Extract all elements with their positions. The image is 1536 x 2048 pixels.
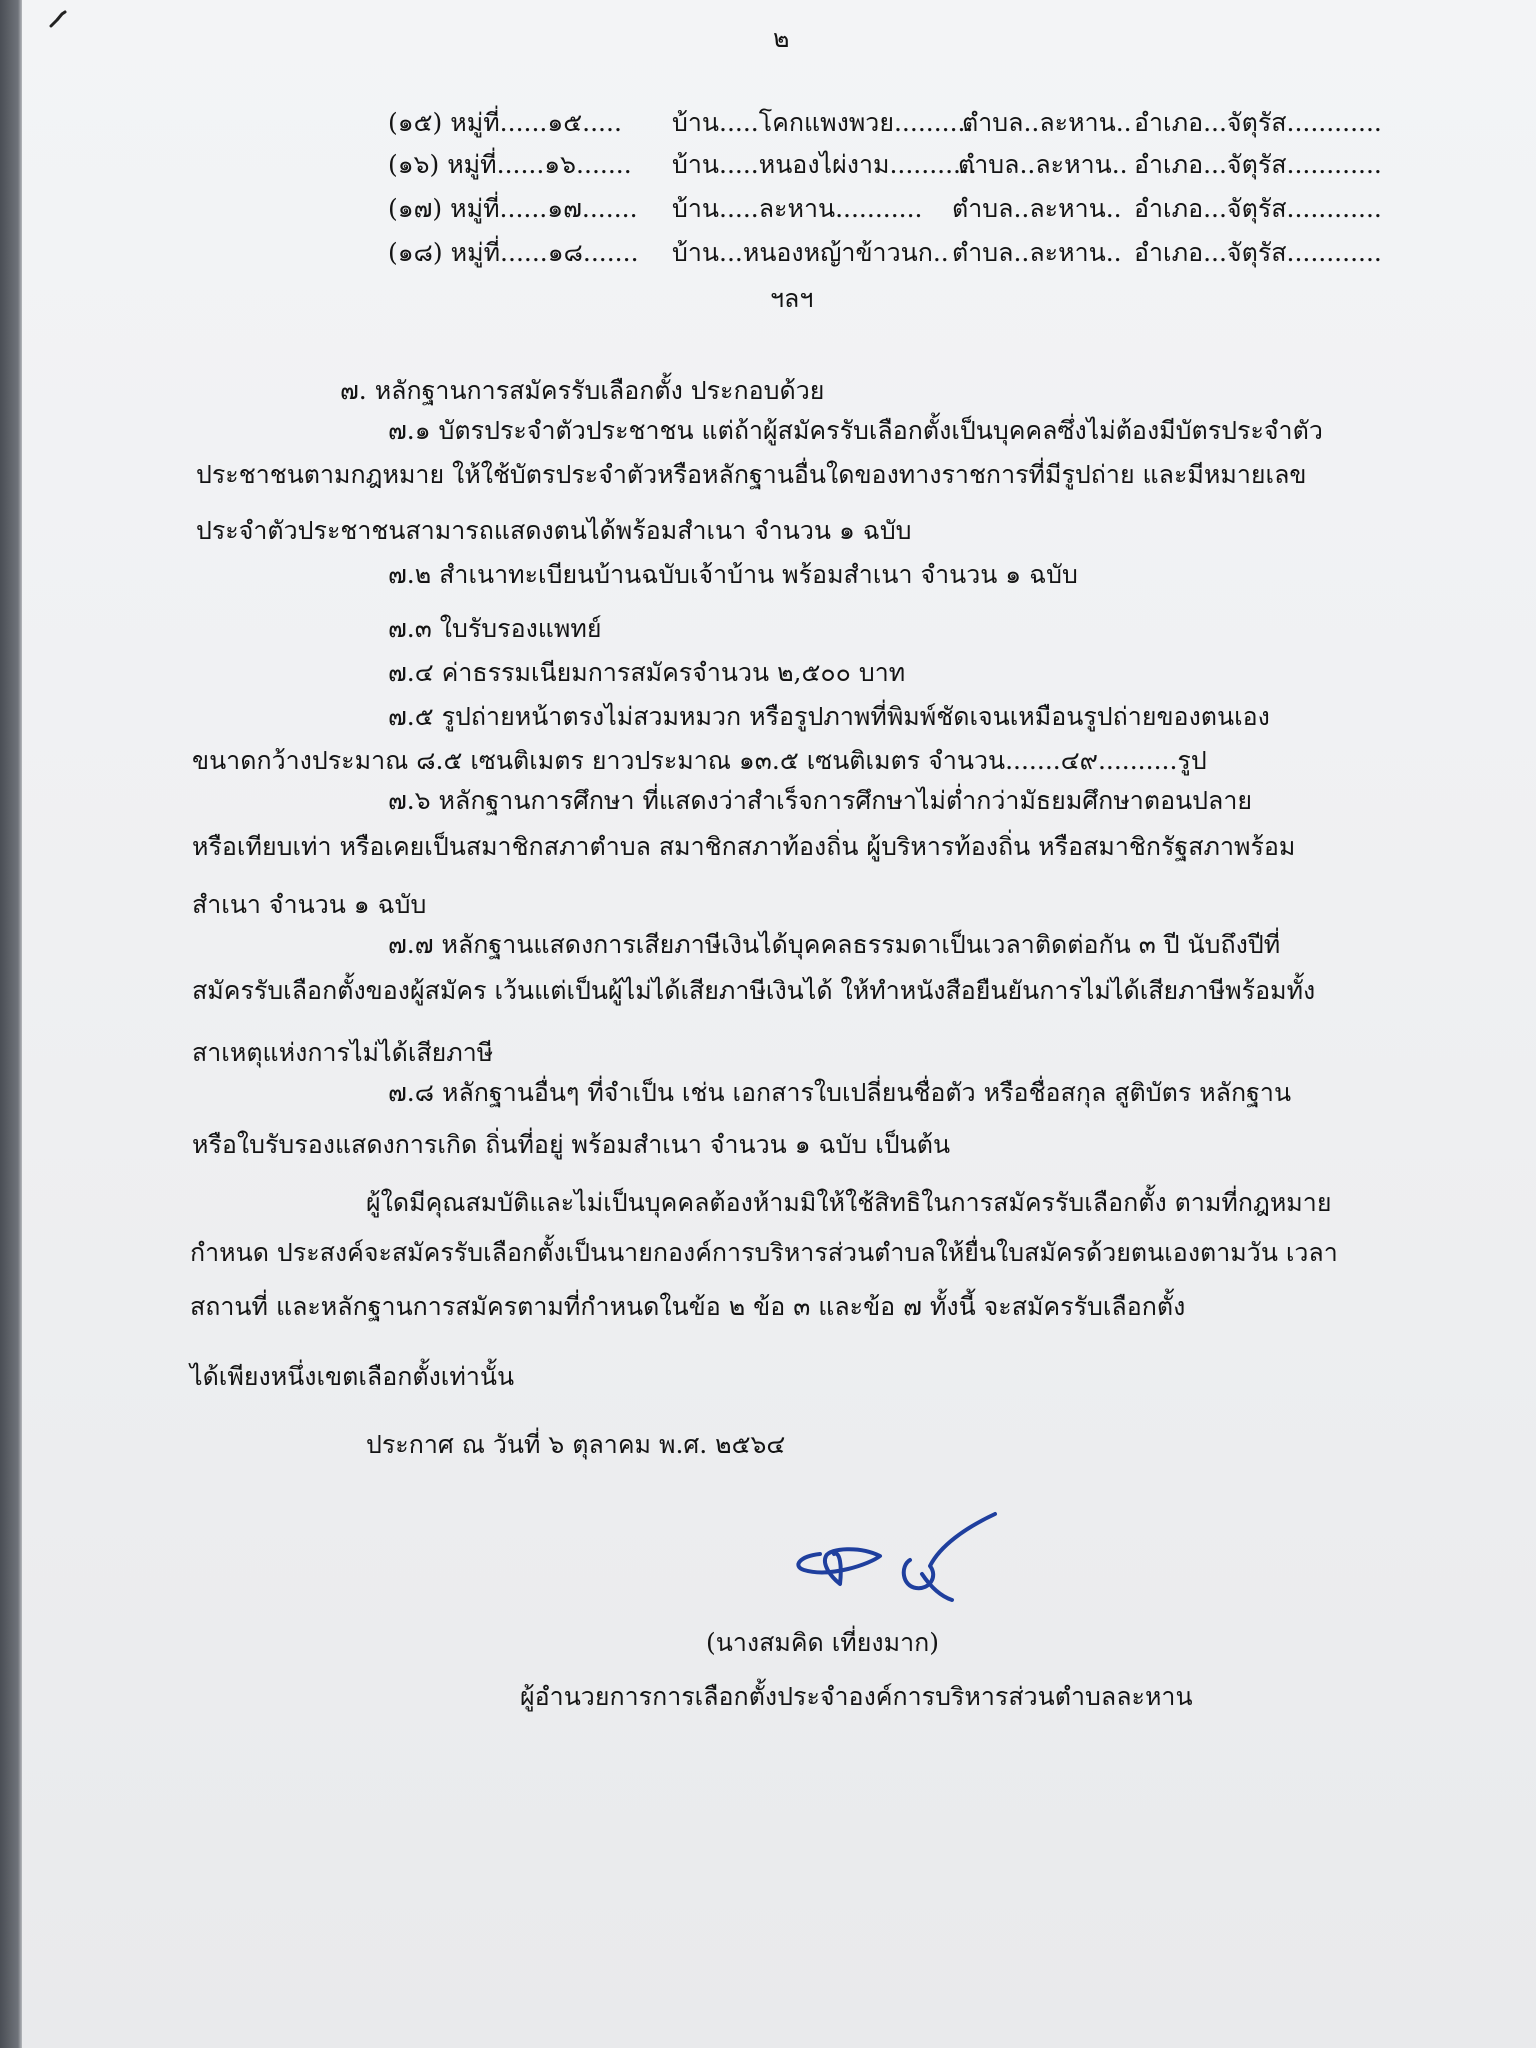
item-7-3: ๗.๓ ใบรับรองแพทย์ <box>388 614 602 643</box>
village-row-subdistrict: ตำบล..ละหาน.. <box>952 238 1122 267</box>
item-7-7-line: ๗.๗ หลักฐานแสดงการเสียภาษีเงินได้บุคคลธรรมดาเป็นเวลาติดต่อกัน ๓ ปี นับถึงปีที่ <box>388 930 1281 959</box>
signatory-name: (นางสมคิด เที่ยงมาก) <box>706 1628 940 1657</box>
village-row-subdistrict: ตำบล..ละหาน.. <box>952 194 1122 223</box>
item-7-7-line: สมัครรับเลือกตั้งของผู้สมัคร เว้นแต่เป็นผู้ไม่ได้เสียภาษีเงินได้ ให้ทำหนังสือยืนยันการไม่ได้เสียภาษีพร้อมทั้ง <box>192 976 1316 1005</box>
signatory-position: ผู้อำนวยการการเลือกตั้งประจำองค์การบริหารส่วนตำบลละหาน <box>520 1682 1193 1711</box>
item-7-2: ๗.๒ สำเนาทะเบียนบ้านฉบับเจ้าบ้าน พร้อมสำเนา จำนวน ๑ ฉบับ <box>388 560 1078 589</box>
item-7-1-line: ประจำตัวประชาชนสามารถแสดงตนได้พร้อมสำเนา จำนวน ๑ ฉบับ <box>196 516 912 545</box>
village-row-no: (๑๕) หมู่ที่......๑๕..... <box>388 108 622 137</box>
closing-paragraph-line: ได้เพียงหนึ่งเขตเลือกตั้งเท่านั้น <box>190 1362 515 1391</box>
item-7-8-line: ๗.๘ หลักฐานอื่นๆ ที่จำเป็น เช่น เอกสารใบเปลี่ยนชื่อตัว หรือชื่อสกุล สูติบัตร หลักฐาน <box>388 1078 1292 1107</box>
item-7-5-line: ขนาดกว้างประมาณ ๘.๕ เซนติเมตร ยาวประมาณ ๑๓.๕ เซนติเมตร จำนวน.......๔๙..........รูป <box>192 746 1207 775</box>
item-7-4: ๗.๔ ค่าธรรมเนียมการสมัครจำนวน ๒,๕๐๐ บาท <box>388 658 906 687</box>
village-row-name: บ้าน.....ละหาน........... <box>672 194 923 223</box>
village-row-district: อำเภอ...จัตุรัส............ <box>1134 108 1382 137</box>
closing-paragraph-line: ผู้ใดมีคุณสมบัติและไม่เป็นบุคคลต้องห้ามมิให้ใช้สิทธิในการสมัครรับเลือกตั้ง ตามที่กฎหมาย <box>366 1188 1332 1217</box>
item-7-8-line: หรือใบรับรองแสดงการเกิด ถิ่นที่อยู่ พร้อมสำเนา จำนวน ๑ ฉบับ เป็นต้น <box>192 1130 951 1159</box>
village-row-district: อำเภอ...จัตุรัส............ <box>1134 150 1382 179</box>
signature <box>790 1506 1000 1616</box>
item-7-6-line: หรือเทียบเท่า หรือเคยเป็นสมาชิกสภาตำบล สมาชิกสภาท้องถิ่น ผู้บริหารท้องถิ่น หรือสมาชิกรัฐสภาพร้อม <box>192 832 1296 861</box>
item-7-5-line: ๗.๕ รูปถ่ายหน้าตรงไม่สวมหมวก หรือรูปภาพที่พิมพ์ชัดเจนเหมือนรูปถ่ายของตนเอง <box>388 702 1270 731</box>
closing-paragraph-line: สถานที่ และหลักฐานการสมัครตามที่กำหนดในข้อ ๒ ข้อ ๓ และข้อ ๗ ทั้งนี้ จะสมัครรับเลือกตั้ง <box>190 1292 1186 1321</box>
village-row-name: บ้าน.....หนองไผ่งาม........... <box>672 150 977 179</box>
village-row-name: บ้าน.....โคกแพงพวย.......... <box>672 108 974 137</box>
section-7-heading: ๗. หลักฐานการสมัครรับเลือกตั้ง ประกอบด้วย <box>340 376 825 405</box>
village-row-district: อำเภอ...จัตุรัส............ <box>1134 238 1382 267</box>
item-7-1-line: ๗.๑ บัตรประจำตัวประชาชน แต่ถ้าผู้สมัครรับเลือกตั้งเป็นบุคคลซึ่งไม่ต้องมีบัตรประจำตัว <box>388 416 1323 445</box>
village-row-no: (๑๘) หมู่ที่......๑๘....... <box>388 238 639 267</box>
village-row-district: อำเภอ...จัตุรัส............ <box>1134 194 1382 223</box>
item-7-6-line: ๗.๖ หลักฐานการศึกษา ที่แสดงว่าสำเร็จการศึกษาไม่ต่ำกว่ามัธยมศึกษาตอนปลาย <box>388 786 1253 815</box>
village-row-subdistrict: ตำบล..ละหาน.. <box>962 108 1132 137</box>
closing-paragraph-line: กำหนด ประสงค์จะสมัครรับเลือกตั้งเป็นนายกองค์การบริหารส่วนตำบลให้ยื่นใบสมัครด้วยตนเองตามวัน เวลา <box>190 1238 1338 1267</box>
item-7-6-line: สำเนา จำนวน ๑ ฉบับ <box>192 890 427 919</box>
village-row-no: (๑๖) หมู่ที่......๑๖....... <box>388 150 632 179</box>
village-row-no: (๑๗) หมู่ที่......๑๗....... <box>388 194 638 223</box>
village-row-subdistrict: ตำบล..ละหาน.. <box>958 150 1128 179</box>
item-7-7-line: สาเหตุแห่งการไม่ได้เสียภาษี <box>192 1038 494 1067</box>
etc-mark: ฯลฯ <box>770 284 814 313</box>
announcement-date: ประกาศ ณ วันที่ ๖ ตุลาคม พ.ศ. ๒๕๖๔ <box>366 1430 786 1459</box>
ink-mark-icon <box>48 10 74 30</box>
page-number: ๒ <box>773 24 790 53</box>
village-row-name: บ้าน...หนองหญ้าข้าวนก.. <box>672 238 949 267</box>
item-7-1-line: ประชาชนตามกฎหมาย ให้ใช้บัตรประจำตัวหรือหลักฐานอื่นใดของทางราชการที่มีรูปถ่าย และมีหมายเลข <box>196 460 1307 489</box>
